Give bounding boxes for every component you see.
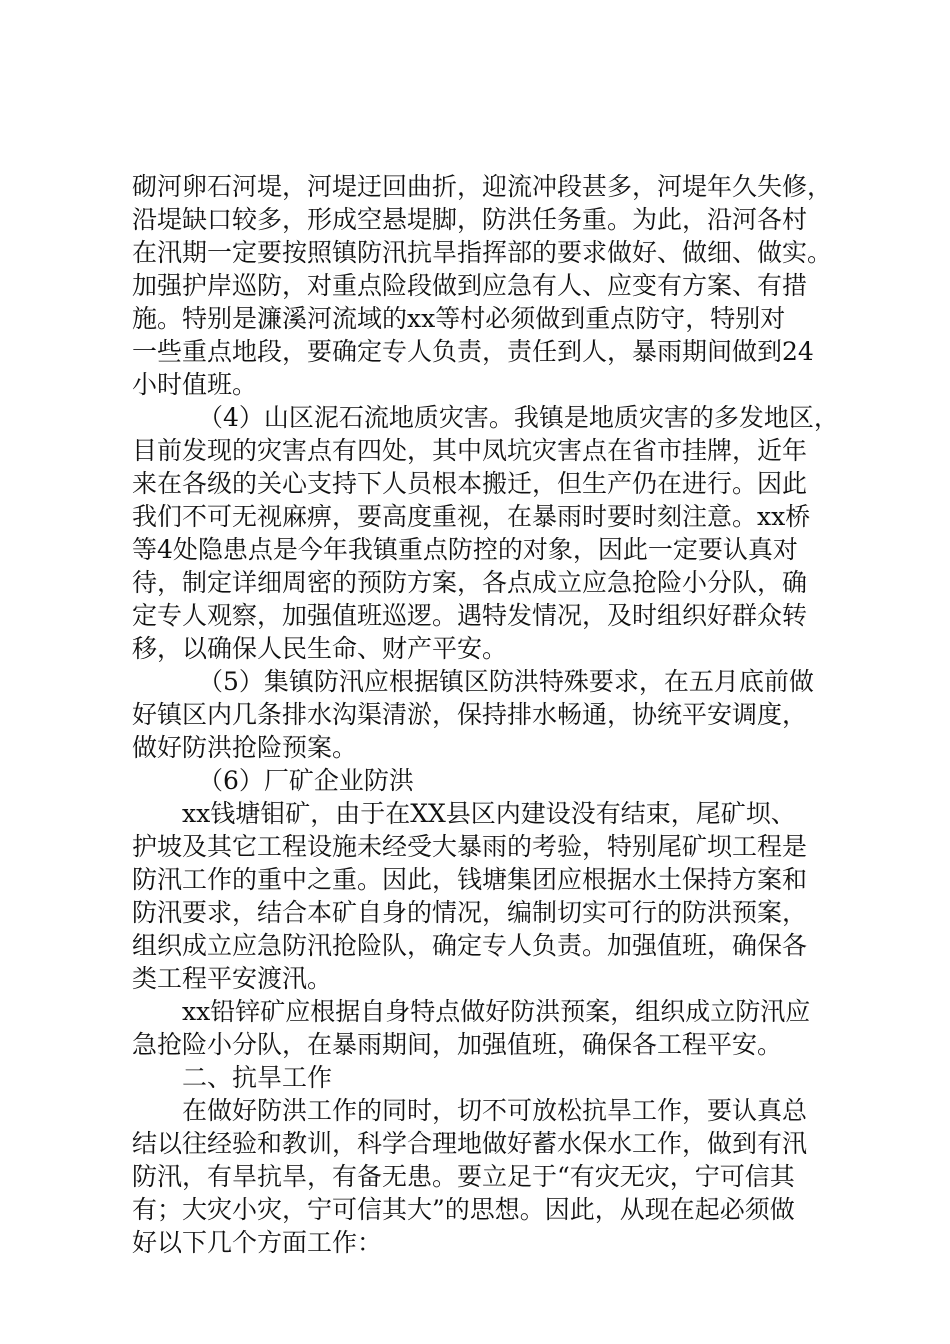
paragraph-qiantang-start: xx钱塘钼矿，由于在XX县区内建设没有结束，尾矿坝、: [182, 799, 796, 828]
text-line: 目前发现的灾害点有四处，其中凤坑灾害点在省市挂牌，近年: [132, 436, 808, 465]
text-line: 加强护岸巡防，对重点险段做到应急有人、应变有方案、有措: [132, 271, 808, 300]
text-line: 护坡及其它工程设施未经受大暴雨的考验，特别尾矿坝工程是: [132, 832, 808, 861]
section-heading-2: 二、抗旱工作: [182, 1063, 333, 1092]
text-line: 防汛要求，结合本矿自身的情况，编制切实可行的防洪预案，: [132, 898, 808, 927]
paragraph-qianxin-start: xx铅锌矿应根据自身特点做好防洪预案，组织成立防汛应: [182, 997, 811, 1026]
text-line: 施。特别是濂溪河流域的xx等村必须做到重点防守，特别对: [132, 304, 786, 333]
text-line: 有；大灾小灾，宁可信其大”的思想。因此，从现在起必须做: [132, 1195, 795, 1224]
text-line: 好以下几个方面工作：: [132, 1228, 383, 1257]
text-line: 防汛工作的重中之重。因此，钱塘集团应根据水土保持方案和: [132, 865, 808, 894]
text-line: 好镇区内几条排水沟渠清淤，保持排水畅通，协统平安调度，: [132, 700, 808, 729]
section-heading-6: （6）厂矿企业防洪: [198, 766, 414, 795]
text-line: 做好防洪抢险预案。: [132, 733, 358, 762]
text-line: 组织成立应急防汛抢险队，确定专人负责。加强值班，确保各: [132, 931, 808, 960]
text-line: 结以往经验和教训，科学合理地做好蓄水保水工作，做到有汛: [132, 1129, 808, 1158]
text-line: 一些重点地段，要确定专人负责，责任到人，暴雨期间做到24: [132, 337, 814, 366]
text-line: 待，制定详细周密的预防方案，各点成立应急抢险小分队，确: [132, 568, 808, 597]
text-line: 急抢险小分队，在暴雨期间，加强值班，确保各工程平安。: [132, 1030, 783, 1059]
text-line: 移，以确保人民生命、财产平安。: [132, 634, 508, 663]
text-line: 来在各级的关心支持下人员根本搬迁，但生产仍在进行。因此: [132, 469, 808, 498]
text-line: 沿堤缺口较多，形成空悬堤脚，防洪任务重。为此，沿河各村: [132, 205, 808, 234]
paragraph-drought-start: 在做好防洪工作的同时，切不可放松抗旱工作，要认真总: [182, 1096, 808, 1125]
text-line: 我们不可无视麻痹，要高度重视，在暴雨时要时刻注意。xx桥: [132, 502, 811, 531]
text-line: 防汛，有旱抗旱，有备无患。要立足于“有灾无灾，宁可信其: [132, 1162, 795, 1191]
paragraph-5-start: （5）集镇防汛应根据镇区防洪特殊要求，在五月底前做: [198, 667, 814, 696]
text-line: 小时值班。: [132, 370, 258, 399]
text-line: 类工程平安渡汛。: [132, 964, 333, 993]
paragraph-4-start: （4）山区泥石流地质灾害。我镇是地质灾害的多发地区，: [198, 403, 839, 432]
text-line: 等4处隐患点是今年我镇重点防控的对象，因此一定要认真对: [132, 535, 798, 564]
text-line: 砌河卵石河堤，河堤迂回曲折，迎流冲段甚多，河堤年久失修，: [132, 172, 833, 201]
text-line: 在汛期一定要按照镇防汛抗旱指挥部的要求做好、做细、做实。: [132, 238, 833, 267]
text-line: 定专人观察，加强值班巡逻。遇特发情况，及时组织好群众转: [132, 601, 808, 630]
document-body: [132, 170, 852, 1259]
